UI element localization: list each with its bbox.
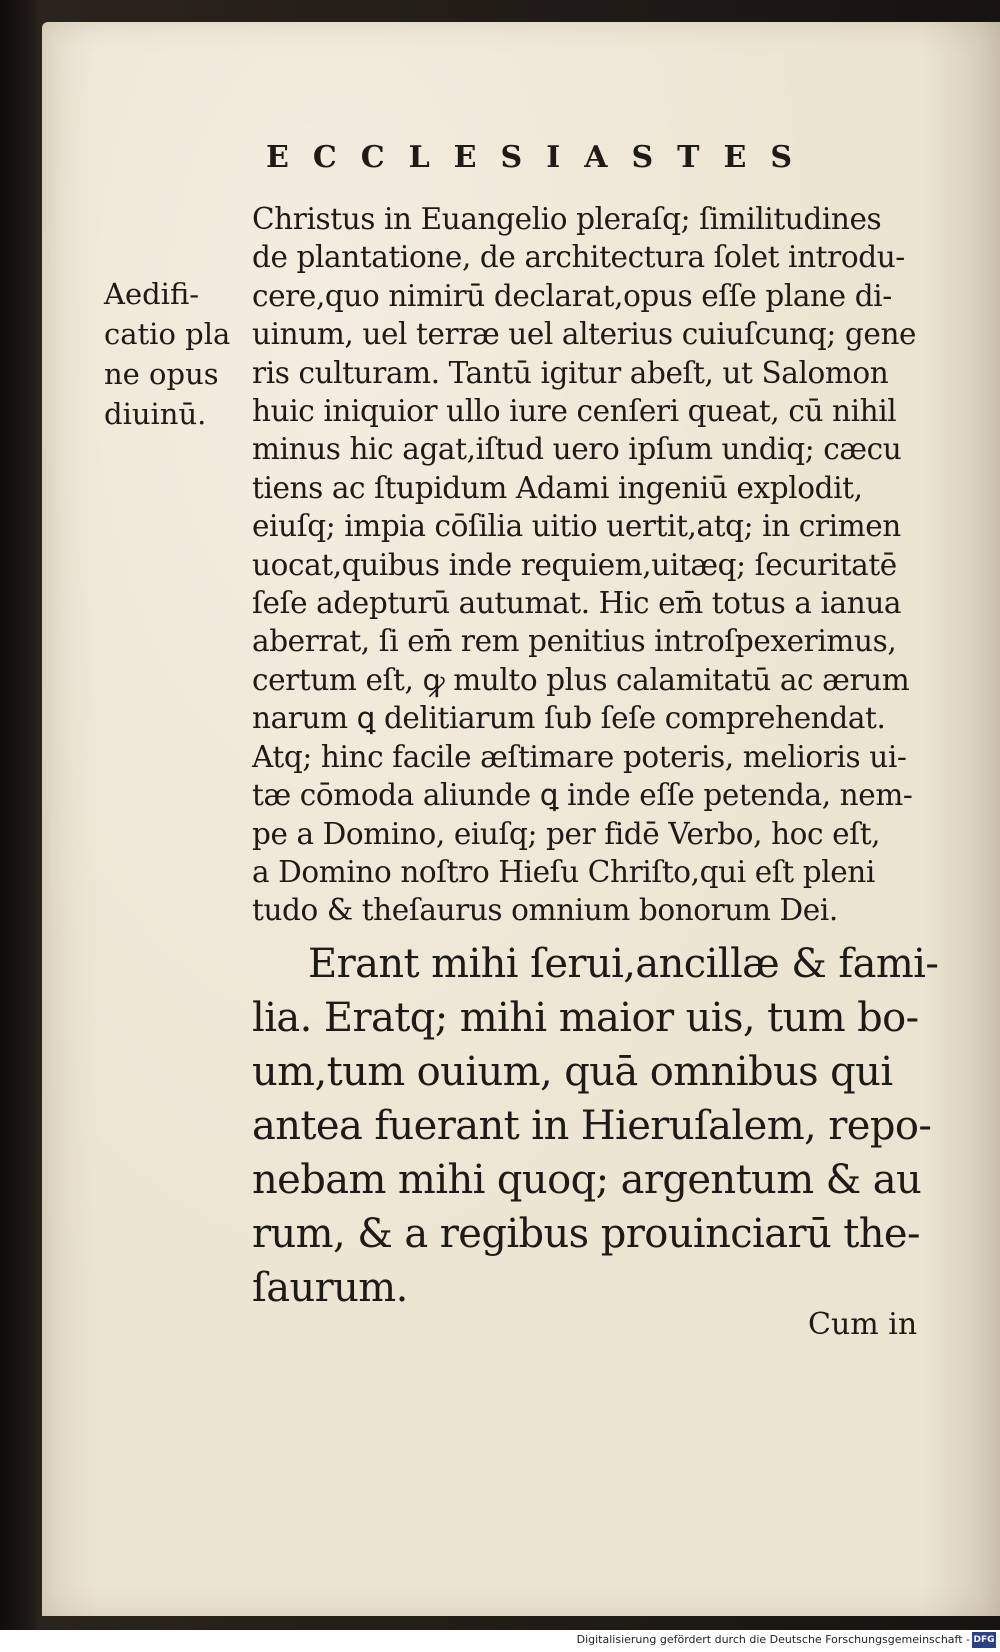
footer-bar [0, 1630, 1000, 1652]
commentary-line: tiens ac ſtupidum Adami ingeniū explodit, [252, 470, 863, 505]
commentary-block [252, 200, 932, 930]
commentary-line: eiuſq; impia cōſilia uitio uertit,atq; in crimen [252, 509, 901, 544]
catchword: Cum in [808, 1307, 918, 1342]
scripture-line: Erant mihi ſerui,ancillæ & fami- [308, 941, 939, 987]
commentary-line: Atq; hinc facile æſtimare poteris, melioris ui- [252, 739, 907, 774]
commentary-line: ſeſe adepturū autumat. Hic em̄ totus a ianua [252, 586, 902, 621]
commentary-line: cere,quo nimirū declarat,opus eſſe plane di- [252, 278, 892, 313]
commentary-line: tudo & theſaurus omnium bonorum Dei. [252, 893, 838, 928]
commentary-line: de plantatione, de architectura ſolet introdu- [252, 240, 905, 275]
scripture-line: lia. Eratq; mihi maior uis, tum bo- [252, 995, 919, 1041]
commentary-line: ris culturam. Tantū igitur abeſt, ut Salomon [252, 355, 889, 390]
marginal-note: Aedifi- catio pla ne opus diuinū. [104, 277, 231, 431]
scripture-line: antea fuerant in Hieruſalem, repo- [252, 1103, 932, 1149]
funding-notice: Digitalisierung gefördert durch die Deutsche Forschungsgemeinschaft - [576, 1633, 970, 1646]
commentary-line: Christus in Euangelio pleraſq; ſimilitudines [252, 202, 882, 236]
commentary-line: minus hic agat,iſtud uero ipſum undiq; cæcu [252, 432, 902, 467]
book-page [42, 22, 1000, 1616]
scripture-line: nebam mihi quoq; argentum & au [252, 1157, 922, 1203]
commentary-line: tæ cōmoda aliunde ꝗ inde eſſe petenda, nem- [252, 778, 913, 813]
scripture-line: ſaurum. [252, 1265, 408, 1311]
commentary-line: certum eſt, ꝙ multo plus calamitatū ac ærum [252, 662, 910, 697]
commentary-line: aberrat, ſi em̄ rem penitius introſpexerimus, [252, 624, 897, 659]
dfg-logo: DFG [972, 1632, 996, 1648]
commentary-line: narum ꝗ delitiarum ſub ſeſe comprehendat. [252, 701, 886, 736]
scripture-line: um,tum ouium, quā omnibus qui [252, 1049, 893, 1095]
commentary-line: uocat,quibus inde requiem,uitæq; ſecuritatē [252, 547, 897, 582]
scripture-block [252, 937, 952, 1315]
commentary-line: pe a Domino, eiuſq; per fidē Verbo, hoc eſt, [252, 816, 881, 851]
commentary-line: a Domino noſtro Hieſu Chriſto,qui eſt pleni [252, 854, 875, 889]
commentary-line: uinum, uel terræ uel alterius cuiuſcunq; gene [252, 317, 917, 352]
scripture-line: rum, & a regibus prouinciarū the- [252, 1211, 920, 1257]
running-head: ECCLESIASTES [265, 140, 817, 175]
commentary-line: huic iniquior ullo iure cenſeri queat, cū nihil [252, 394, 897, 429]
